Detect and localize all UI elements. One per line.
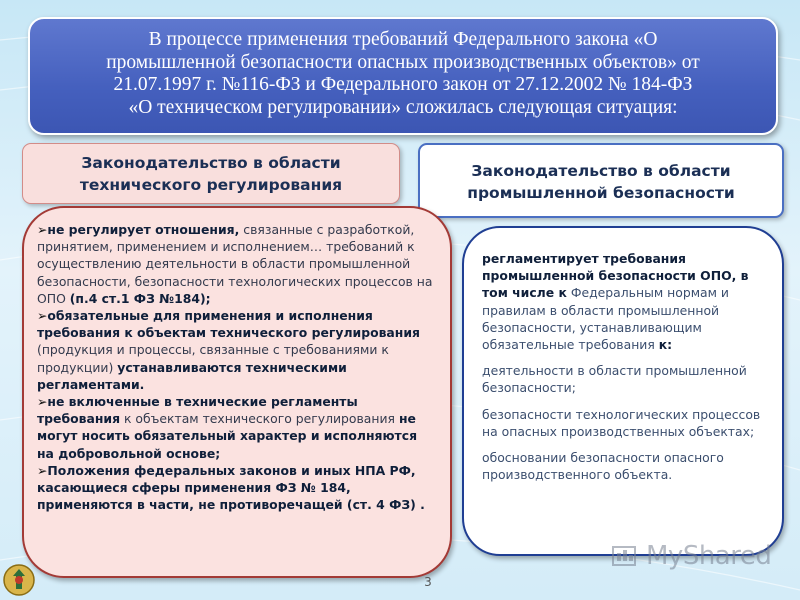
bullet-item-3 xyxy=(37,393,438,462)
list-item-activity: деятельности в области промышленной безопасности; xyxy=(482,363,747,396)
item-2-text-2: на опасных производственных объектах; xyxy=(482,423,755,439)
title-line-3: 21.07.1997 г. №116-ФЗ и Федерального закон от 27.12.2002 № 184-ФЗ xyxy=(113,74,693,95)
title-line-2: промышленной безопасности опасных производственных объектов» от xyxy=(106,51,700,73)
bullet-3-bold-1: не включенные в технические регламенты требования xyxy=(37,394,358,427)
title-line-4: «О техническом регулировании» сложилась следующая ситуация: xyxy=(128,96,678,118)
header-left-line-1: Законодательство в области xyxy=(81,154,341,172)
intro-bold-1: регламентирует требования промышленной безопасности ОПО, в том числе к xyxy=(482,251,749,301)
intro-bold-2: к: xyxy=(658,337,673,353)
watermark xyxy=(610,538,780,574)
bullet-2-text: (продукция и процессы, связанные с требованиями к продукции) xyxy=(37,342,389,375)
bullet-3-bold-2: не могут носить обязательный характер и исполняются на добровольной основе; xyxy=(37,411,418,461)
bullet-3-text: к объектам технического регулирования xyxy=(120,411,399,427)
industrial-safety-intro xyxy=(482,250,772,353)
bullet-1-text: связанные с разработкой, принятием, применением и исполнением… требований к осуществлению деятельности в области промышленной безопасности, безопасности технологических процессов на ОПО xyxy=(37,222,433,306)
header-right-line-2: промышленной безопасности xyxy=(467,184,735,202)
header-right-line-1: Законодательство в области xyxy=(471,162,731,180)
title-line-1: В процессе применения требований Федерального закона «О xyxy=(148,29,658,50)
item-3-text-1: обосновании безопасности xyxy=(482,450,661,466)
arrow-bullet-icon: ➢ xyxy=(37,462,48,478)
bullet-item-4 xyxy=(37,462,438,514)
list-item-process-safety xyxy=(482,406,772,440)
list-item-safety-justification xyxy=(482,449,772,483)
bullet-1-bold: не регулирует отношения, xyxy=(47,222,240,237)
bullet-item-2 xyxy=(37,307,438,393)
bullet-2-bold-1: обязательные для применения и исполнения требования к объектам технического регулирования xyxy=(37,308,420,341)
intro-text: Федеральным нормам и правилам в области промышленной безопасности, устанавливающим обязательные требования xyxy=(482,285,729,353)
watermark-text: MyShared xyxy=(646,541,772,571)
bullet-1-tail: (п.4 ст.1 ФЗ №184); xyxy=(69,290,211,306)
header-industrial-safety xyxy=(418,143,784,218)
industrial-safety-body xyxy=(462,226,784,556)
page-number: 3 xyxy=(424,575,432,589)
bullet-item-1 xyxy=(37,221,438,307)
technical-regulation-body xyxy=(22,206,452,578)
item-2-text-1: безопасности технологических процессов xyxy=(482,406,761,422)
emblem-icon xyxy=(2,562,36,598)
bullet-2-bold-2: устанавливаются техническими регламентами. xyxy=(37,359,347,392)
arrow-bullet-icon: ➢ xyxy=(37,222,48,237)
title-box xyxy=(28,17,778,135)
arrow-bullet-icon: ➢ xyxy=(37,308,48,324)
bullet-4-bold: Положения федеральных законов и иных НПА РФ, касающиеся сферы применения ФЗ № 184, применяются в части, не противоречащей (ст. 4 ФЗ) . xyxy=(37,462,425,513)
header-left-line-2: технического регулирования xyxy=(79,176,343,194)
item-3-text-2: опасного производственного объекта. xyxy=(482,450,724,483)
arrow-bullet-icon: ➢ xyxy=(37,394,48,410)
header-technical-regulation xyxy=(22,143,400,204)
myshared-logo-icon xyxy=(610,541,640,571)
